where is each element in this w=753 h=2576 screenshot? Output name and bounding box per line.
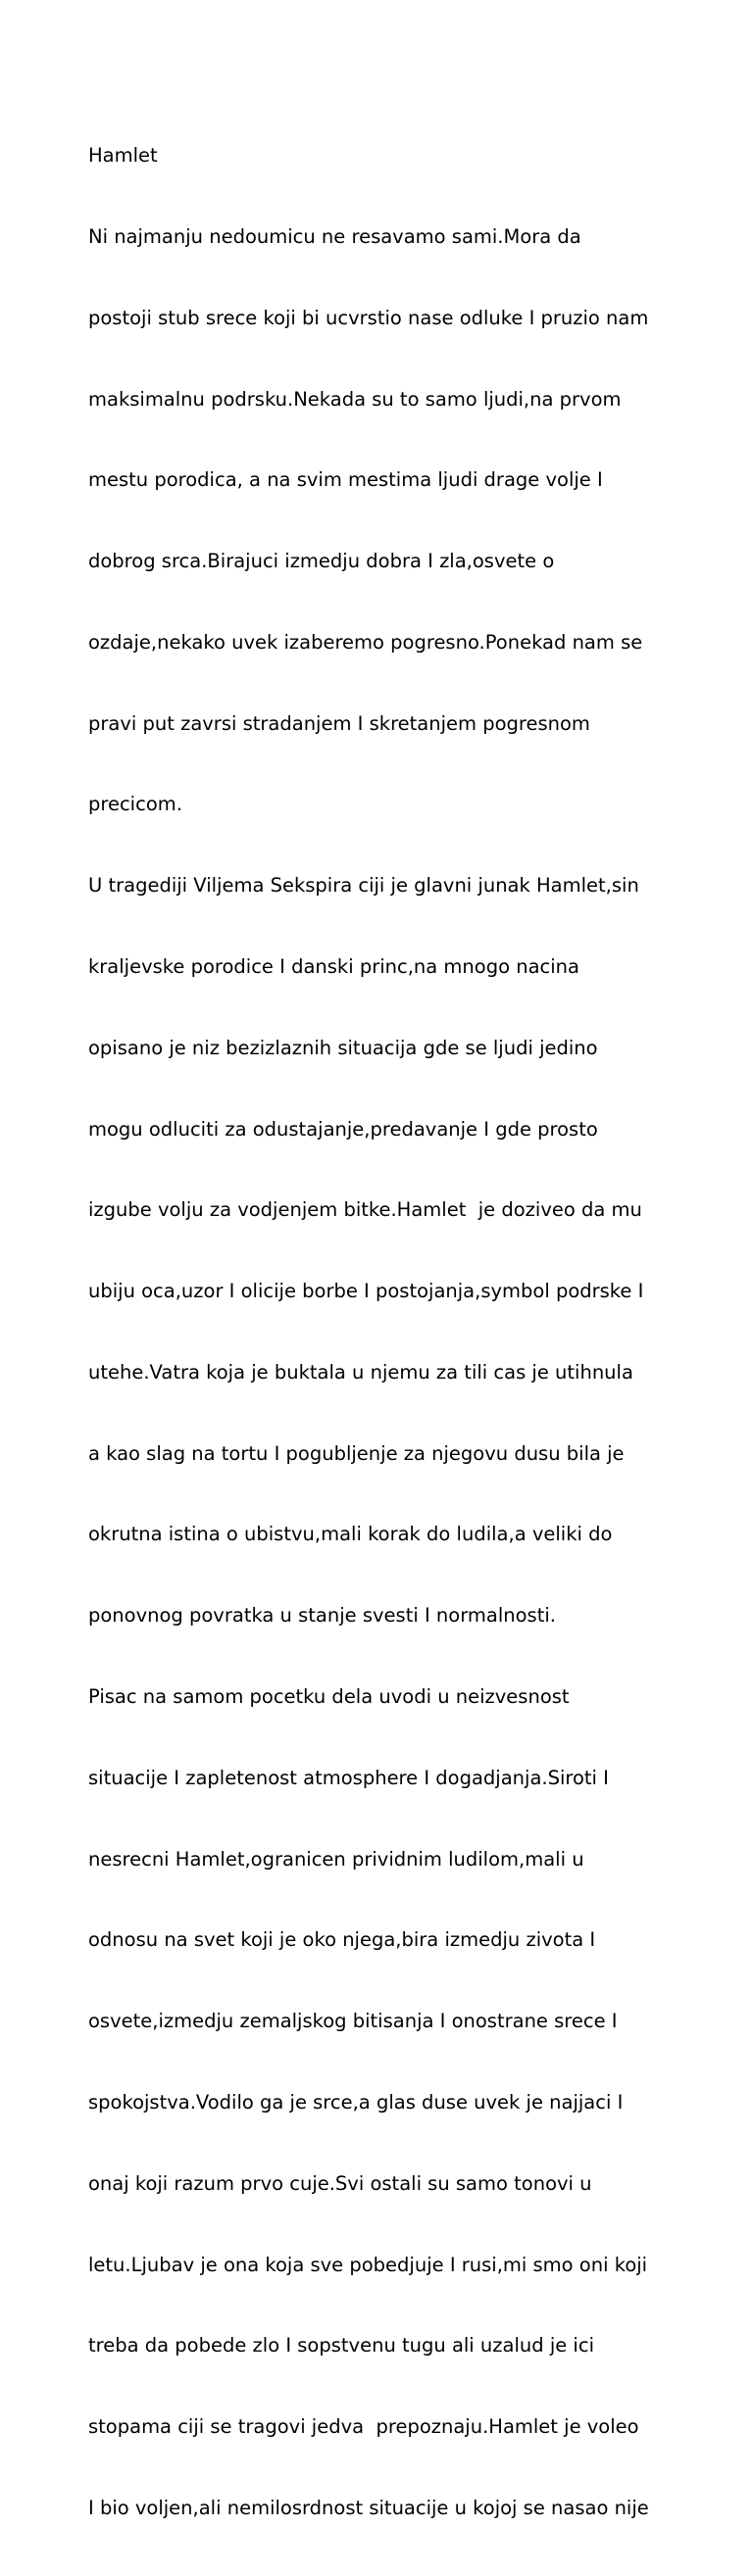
- text-line: stopama ciji se tragovi jedva prepoznaju.Hamlet je voleo: [88, 2415, 639, 2439]
- text-line: opisano je niz bezizlaznih situacija gde se ljudi jedino: [88, 1036, 598, 1059]
- text-line: izgube volju za vodjenjem bitke.Hamlet je doziveo da mu: [88, 1198, 642, 1222]
- text-line: mogu odluciti za odustajanje,predavanje I gde prosto: [88, 1117, 598, 1141]
- text-line: treba da pobede zlo I sopstvenu tugu ali uzalud je ici: [88, 2334, 594, 2357]
- text-line: okrutna istina o ubistvu,mali korak do ludila,a veliki do: [88, 1523, 613, 1546]
- text-line: onaj koji razum prvo cuje.Svi ostali su samo tonovi u: [88, 2171, 592, 2195]
- text-line: Ni najmanju nedoumicu ne resavamo sami.Mora da: [88, 224, 581, 248]
- text-line: spokojstva.Vodilo ga je srce,a glas duse uvek je najjaci I: [88, 2090, 624, 2114]
- text-line: mestu porodica, a na svim mestima ljudi drage volje I: [88, 468, 603, 492]
- text-line: Pisac na samom pocetku dela uvodi u neizvesnost: [88, 1685, 570, 1709]
- document-title-line: Hamlet: [88, 144, 158, 168]
- text-line: ubiju oca,uzor I olicije borbe I postojanja,symbol podrske I: [88, 1280, 644, 1303]
- document-body-text: [88, 88, 716, 2576]
- text-line: maksimalnu podrsku.Nekada su to samo ljudi,na prvom: [88, 387, 622, 411]
- text-line: a kao slag na tortu I pogubljenje za njegovu dusu bila je: [88, 1441, 625, 1465]
- text-line: ozdaje,nekako uvek izaberemo pogresno.Ponekad nam se: [88, 630, 643, 654]
- text-line: U tragediji Viljema Sekspira ciji je glavni junak Hamlet,sin: [88, 874, 639, 898]
- text-line: I bio voljen,ali nemilosrdnost situacije u kojoj se nasao nije: [88, 2496, 649, 2519]
- text-line: odnosu na svet koji je oko njega,bira izmedju zivota I: [88, 1928, 596, 1952]
- text-line: pravi put zavrsi stradanjem I skretanjem pogresnom: [88, 711, 590, 735]
- text-line: ponovnog povratka u stanje svesti I normalnosti.: [88, 1604, 556, 1628]
- text-line: postoji stub srece koji bi ucvrstio nase odluke I pruzio nam: [88, 306, 649, 329]
- text-line: situacije I zapletenost atmosphere I dogadjanja.Siroti I: [88, 1766, 609, 1789]
- text-line: kraljevske porodice I danski princ,na mnogo nacina: [88, 955, 579, 978]
- text-line: dobrog srca.Birajuci izmedju dobra I zla,osvete o: [88, 550, 555, 573]
- text-line: nesrecni Hamlet,ogranicen prividnim ludilom,mali u: [88, 1847, 584, 1871]
- text-line: precicom.: [88, 793, 182, 816]
- text-line: utehe.Vatra koja je buktala u njemu za tili cas je utihnula: [88, 1360, 633, 1384]
- text-line: letu.Ljubav je ona koja sve pobedjuje I rusi,mi smo oni koji: [88, 2253, 648, 2276]
- text-line: osvete,izmedju zemaljskog bitisanja I onostrane srece I: [88, 2010, 618, 2033]
